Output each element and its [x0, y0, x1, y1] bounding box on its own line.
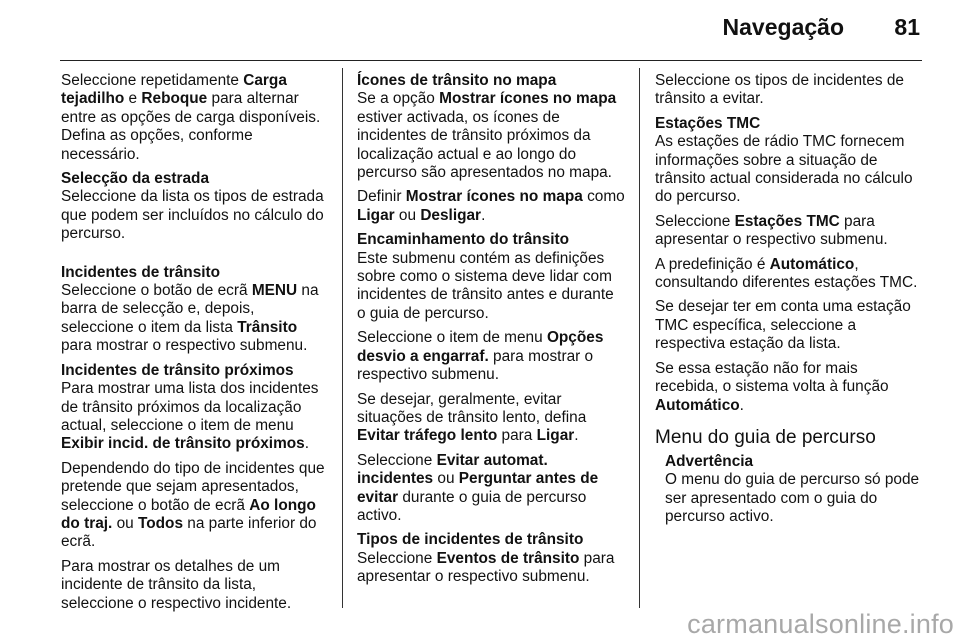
paragraph-select-types: Seleccione os tipos de incidentes de trânsito a evitar.: [655, 72, 904, 108]
heading-traffic-incidents: Incidentes de trânsito: [61, 263, 221, 281]
section-title-route-guide-menu: Menu do guia de percurso: [655, 426, 876, 448]
paragraph-load-options: Seleccione repetidamente Carga tejadilho e Reboque para alternar entre as opções de carga disponíveis. Defina as opções, conforme necessário.: [61, 72, 321, 163]
heading-warning: Advertência: [665, 452, 754, 470]
section-traffic-incidents: Incidentes de trânsito Seleccione o botão de ecrã MENU na barra de selecção e, depois, seleccione o item da lista Trânsito para mostrar o respectivo submenu.: [61, 264, 327, 356]
heading-incident-types: Tipos de incidentes de trânsito: [357, 531, 584, 549]
page-header: [60, 0, 922, 60]
heading-nearby-incidents: Incidentes de trânsito próximos: [61, 361, 294, 379]
section-road-selection: Selecção da estrada Seleccione da lista os tipos de estrada que podem ser incluídos no cálculo do percurso.: [61, 170, 327, 244]
watermark: carmanualsonline.info: [687, 609, 954, 639]
paragraph-incident-type: Dependendo do tipo de incidentes que pretende que sejam apresentados, seleccione o botão de ecrã Ao longo do traj. ou Todos na parte inferior do ecrã.: [61, 459, 325, 551]
warning-block: Advertência O menu do guia de percurso só pode ser apresentado com o guia do percurso activo.: [655, 453, 923, 527]
paragraph-avoid-slow: Se desejar, geralmente, evitar situações de trânsito lento, defina Evitar tráfego lento para Ligar.: [357, 390, 587, 445]
paragraph-select-tmc: Seleccione Estações TMC para apresentar o respectivo submenu.: [655, 212, 888, 249]
page-title: Navegação: [722, 14, 844, 40]
paragraph-fallback-tmc: Se essa estação não for mais recebida, o sistema volta à função Automático.: [655, 359, 889, 414]
page-number: 81: [894, 14, 920, 40]
paragraph-default-tmc: A predefinição é Automático, consultando diferentes estações TMC.: [655, 255, 918, 292]
header-rule: [60, 60, 922, 61]
paragraph-define-icons: Definir Mostrar ícones no mapa como Ligar ou Desligar.: [357, 188, 625, 224]
column-3: [655, 72, 923, 533]
paragraph-incident-details: Para mostrar os detalhes de um incidente de trânsito da lista, seleccione o respectivo incidente.: [61, 557, 292, 612]
heading-traffic-routing: Encaminhamento do trânsito: [357, 231, 570, 249]
column-2: [357, 72, 625, 593]
section-tmc-stations: Estações TMC As estações de rádio TMC fornecem informações sobre a situação de trânsito actual considerada no cálculo do percurso.: [655, 115, 923, 207]
heading-tmc-stations: Estações TMC: [655, 114, 761, 132]
heading-road-selection: Selecção da estrada: [61, 170, 210, 188]
paragraph-detour-options: Seleccione o item de menu Opções desvio a engarraf. para mostrar o respectivo submenu.: [357, 329, 604, 384]
column-divider-left: [342, 68, 343, 608]
paragraph-auto-avoid: Seleccione Evitar automat. incidentes ou Perguntar antes de evitar durante o guia de percurso activo.: [357, 451, 599, 524]
heading-map-icons: Ícones de trânsito no mapa: [357, 72, 557, 89]
section-incident-types: Tipos de incidentes de trânsito Seleccione Eventos de trânsito para apresentar o respectivo submenu.: [357, 531, 625, 586]
section-map-icons: Ícones de trânsito no mapa Se a opção Mostrar ícones no mapa estiver activada, os ícones de incidentes de trânsito próximos da localização actual e ao longo do percurso são apresentados no mapa.: [357, 72, 625, 182]
paragraph-specific-tmc: Se desejar ter em conta uma estação TMC específica, seleccione a respectiva estação da lista.: [655, 298, 911, 353]
column-1: [61, 72, 327, 619]
section-traffic-routing: Encaminhamento do trânsito Este submenu contém as definições sobre como o sistema deve lidar com incidentes de trânsito antes e durante o guia de percurso.: [357, 231, 625, 323]
column-divider-right: [639, 68, 640, 608]
section-nearby-incidents: Incidentes de trânsito próximos Para mostrar uma lista dos incidentes de trânsito próximos da localização actual, seleccione o item de menu Exibir incid. de trânsito próximos.: [61, 362, 327, 454]
